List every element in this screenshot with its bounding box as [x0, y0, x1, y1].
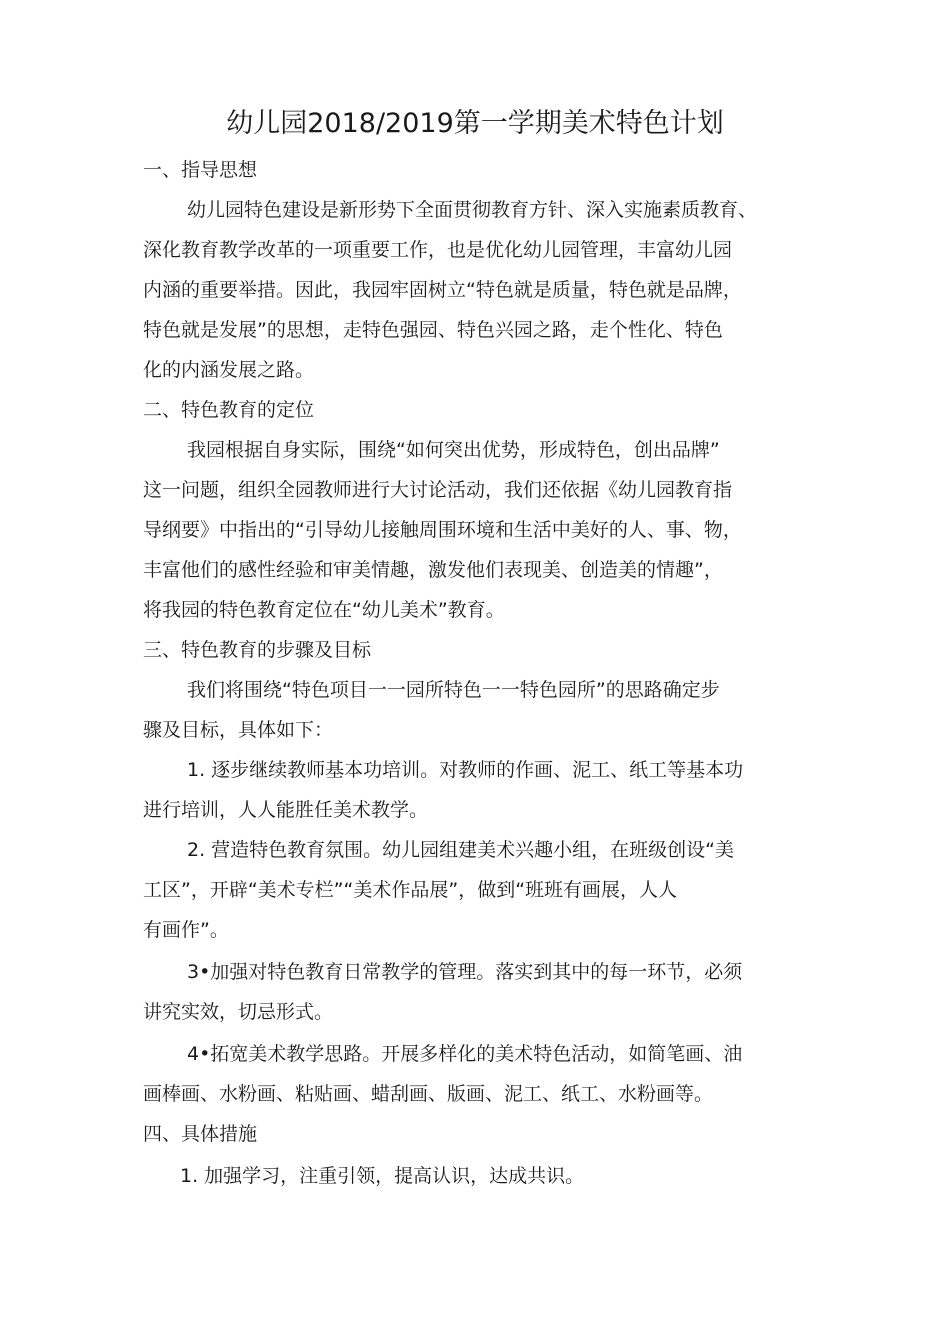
paragraph-line: 骤及目标，具体如下： [143, 719, 334, 741]
paragraph-line: 我园根据自身实际，围绕“如何突出优势，形成特色，创出品牌” [187, 439, 720, 461]
paragraph-line: 化的内涵发展之路。 [143, 359, 315, 381]
paragraph-line: 讲究实效，切忌形式。 [143, 1001, 334, 1023]
list-item-1: 1. 逐步继续教师基本功培训。对教师的作画、泥工、纸工等基本功 [187, 759, 744, 781]
section-heading-positioning: 二、特色教育的定位 [143, 399, 315, 421]
paragraph-line: 画棒画、水粉画、粘贴画、蜡刮画、版画、泥工、纸工、水粉画等。 [143, 1083, 714, 1105]
paragraph-line: 有画作”。 [143, 919, 229, 941]
section-heading-measures: 四、具体措施 [143, 1123, 258, 1145]
paragraph-line: 深化教育教学改革的一项重要工作，也是优化幼儿园管理，丰富幼儿园 [143, 239, 733, 261]
measure-item-1: 1. 加强学习，注重引领，提高认识，达成共识。 [180, 1165, 585, 1187]
paragraph-line: 工区”，开辟“美术专栏”“美术作品展”，做到“班班有画展，人人 [143, 879, 678, 901]
list-item-3: 3•加强对特色教育日常教学的管理。落实到其中的每一环节，必须 [187, 961, 743, 983]
paragraph-line: 丰富他们的感性经验和审美情趣，激发他们表现美、创造美的情趣”， [143, 559, 723, 581]
section-heading-steps-goals: 三、特色教育的步骤及目标 [143, 639, 372, 661]
paragraph-line: 导纲要》中指出的“引导幼儿接触周围环境和生活中美好的人、事、物， [143, 519, 742, 541]
paragraph-line: 将我园的特色教育定位在“幼儿美术”教育。 [143, 599, 505, 621]
document-title: 幼儿园2018/2019第一学期美术特色计划 [226, 108, 724, 139]
section-heading-guiding-ideology: 一、指导思想 [143, 159, 258, 181]
paragraph-line: 内涵的重要举措。因此，我园牢固树立“特色就是质量，特色就是品牌， [143, 279, 742, 301]
list-item-4: 4•拓宽美术教学思路。开展多样化的美术特色活动，如简笔画、油 [187, 1043, 743, 1065]
paragraph-line: 我们将围绕“特色项目一一园所特色一一特色园所”的思路确定步 [187, 679, 720, 701]
paragraph-line: 特色就是发展”的思想，走特色强园、特色兴园之路，走个性化、特色 [143, 319, 723, 341]
paragraph-line: 这一问题，组织全园教师进行大讨论活动，我们还依据《幼儿园教育指 [143, 479, 733, 501]
paragraph-line: 进行培训，人人能胜任美术教学。 [143, 799, 429, 821]
list-item-2: 2. 营造特色教育氛围。幼儿园组建美术兴趣小组，在班级创设“美 [187, 839, 735, 861]
paragraph-line: 幼儿园特色建设是新形势下全面贯彻教育方针、深入实施素质教育、 [187, 199, 758, 221]
